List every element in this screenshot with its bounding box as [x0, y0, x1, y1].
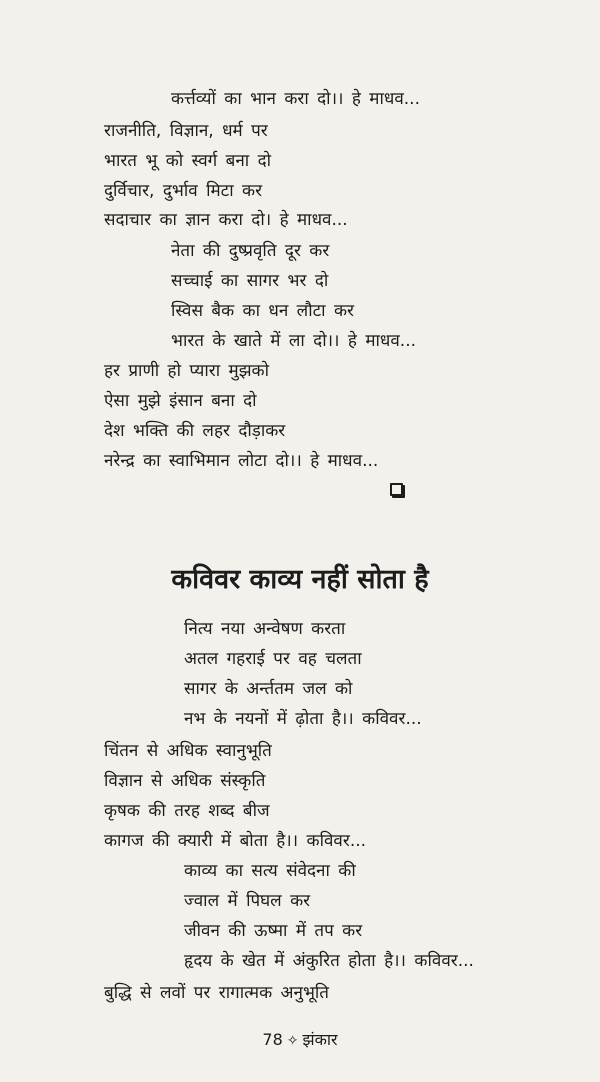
poem-line: कर्त्तव्यों का भान करा दो।। हे माधव...	[171, 89, 420, 109]
poem-line: दुर्विचार, दुर्भाव मिटा कर	[104, 181, 263, 201]
poem-line: भारत के खाते में ला दो।। हे माधव...	[171, 331, 417, 351]
poem-line: कृषक की तरह शब्द बीज	[104, 801, 270, 821]
diamond-icon: ✧	[286, 1033, 299, 1049]
poem-line: विज्ञान से अधिक संस्कृति	[104, 771, 266, 791]
poem-line: सागर के अर्न्ततम जल को	[184, 679, 353, 699]
poem-line: बुद्धि से लवों पर रागात्मक अनुभूति	[104, 983, 329, 1003]
poem-line: देश भक्ति की लहर दौड़ाकर	[104, 421, 286, 441]
poem-line: ज्वाल में पिघल कर	[184, 891, 311, 911]
poem-line: नेता की दुष्प्रवृति दूर कर	[171, 241, 330, 261]
poem-line: हृदय के खेत में अंकुरित होता है।। कविवर...	[184, 951, 474, 971]
poem-line: जीवन की ऊष्मा में तप कर	[184, 921, 363, 941]
poem-line: कागज की क्यारी में बोता है।। कविवर...	[104, 831, 367, 851]
poem-line: सदाचार का ज्ञान करा दो। हे माधव...	[104, 210, 348, 230]
book-title: झंकार	[302, 1030, 338, 1049]
poem-line: अतल गहराई पर वह चलता	[184, 649, 362, 669]
poem-line: हर प्राणी हो प्यारा मुझको	[104, 361, 270, 381]
poem-line: सच्चाई का सागर भर दो	[171, 271, 329, 291]
poem-line: राजनीति, विज्ञान, धर्म पर	[104, 121, 268, 141]
poem-line: स्विस बैक का धन लौटा कर	[171, 301, 354, 321]
poem-line: भारत भू को स्वर्ग बना दो	[104, 151, 272, 171]
page-number: 78	[262, 1030, 283, 1049]
page-footer	[0, 1030, 600, 1051]
poem-title: कविवर काव्य नहीं सोता है	[171, 564, 429, 595]
end-square-icon	[390, 483, 403, 496]
poem-line: काव्य का सत्य संवेदना की	[184, 861, 356, 881]
poem-line: ऐसा मुझे इंसान बना दो	[104, 391, 257, 411]
poem-line: चिंतन से अधिक स्वानुभूति	[104, 741, 272, 761]
poem-line: नित्य नया अन्वेषण करता	[184, 619, 346, 639]
poem-line: नरेन्द्र का स्वाभिमान लोटा दो।। हे माधव...	[104, 451, 379, 471]
poem-line: नभ के नयनों में ढ़ोता है।। कविवर...	[184, 709, 422, 729]
